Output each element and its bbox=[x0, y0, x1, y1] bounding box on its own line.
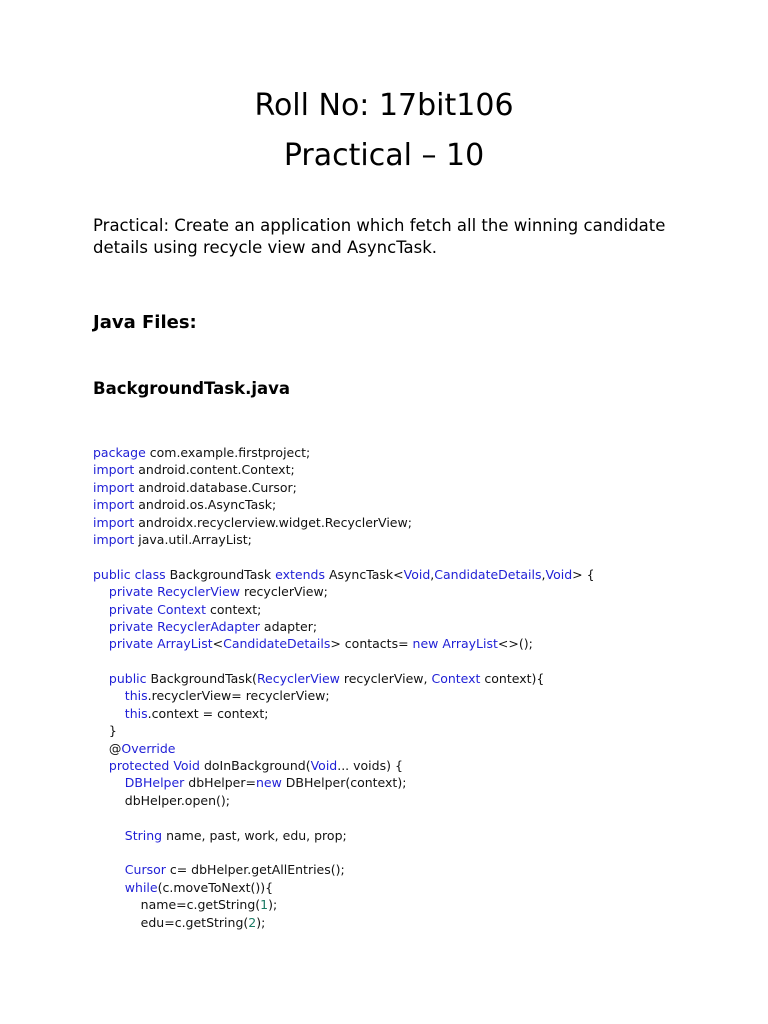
code-text: .context = context; bbox=[147, 705, 269, 721]
code-text: doInBackground( bbox=[199, 758, 311, 774]
code-line bbox=[93, 601, 733, 618]
code-line bbox=[93, 583, 733, 600]
code-text: DBHelper(context); bbox=[281, 775, 407, 791]
code-text: } bbox=[93, 723, 117, 739]
code-text: > contacts= bbox=[330, 636, 413, 652]
code-keyword: Void bbox=[403, 566, 431, 582]
practical-title: Practical – 10 bbox=[283, 138, 485, 173]
code-text bbox=[93, 688, 125, 703]
code-line bbox=[93, 444, 733, 461]
code-line bbox=[93, 774, 733, 791]
code-text: , bbox=[541, 566, 546, 582]
code-keyword: ArrayList bbox=[157, 636, 213, 652]
code-line bbox=[93, 514, 733, 531]
code-line bbox=[93, 757, 733, 774]
code-text bbox=[93, 880, 125, 895]
code-text: java.util.ArrayList; bbox=[134, 531, 252, 547]
code-text: dbHelper.open(); bbox=[93, 792, 230, 808]
code-keyword: private bbox=[108, 618, 154, 634]
code-line bbox=[93, 653, 733, 670]
java-files-heading: Java Files: bbox=[93, 312, 197, 333]
code-keyword: Void bbox=[173, 758, 200, 774]
code-keyword: new bbox=[255, 775, 282, 791]
code-line bbox=[93, 670, 733, 687]
code-line bbox=[93, 566, 733, 583]
code-keyword: import bbox=[93, 514, 135, 530]
code-text: context){ bbox=[480, 671, 545, 687]
code-line bbox=[93, 705, 733, 722]
code-number: 2 bbox=[248, 914, 257, 930]
code-text: name=c.getString( bbox=[93, 897, 261, 913]
code-keyword: CandidateDetails bbox=[223, 636, 331, 652]
code-text bbox=[93, 619, 109, 634]
practical-description: Practical: Create an application which fetch all the winning candidate details using recycle view and AsyncTask. bbox=[93, 216, 666, 257]
code-keyword: import bbox=[93, 462, 135, 478]
code-text: android.content.Context; bbox=[134, 462, 295, 478]
code-text: android.os.AsyncTask; bbox=[134, 497, 277, 513]
code-keyword: private bbox=[108, 584, 154, 600]
code-text: c= dbHelper.getAllEntries(); bbox=[165, 862, 345, 878]
code-text bbox=[93, 758, 109, 773]
code-keyword: Void bbox=[545, 566, 573, 582]
code-keyword: public class bbox=[93, 566, 166, 582]
code-line bbox=[93, 914, 733, 931]
code-line bbox=[93, 722, 733, 739]
code-text: ); bbox=[256, 914, 266, 930]
code-line bbox=[93, 635, 733, 652]
code-keyword: public bbox=[108, 671, 147, 687]
code-keyword: ArrayList bbox=[442, 636, 498, 652]
code-text bbox=[93, 636, 109, 651]
code-line bbox=[93, 461, 733, 478]
file-name-heading: BackgroundTask.java bbox=[93, 379, 291, 398]
code-text: ... voids) { bbox=[337, 758, 403, 774]
code-keyword: DBHelper bbox=[124, 775, 185, 791]
code-text: android.database.Cursor; bbox=[134, 479, 297, 495]
code-keyword: Context bbox=[157, 601, 207, 617]
code-keyword: String bbox=[124, 827, 163, 843]
code-line bbox=[93, 740, 733, 757]
code-text: edu=c.getString( bbox=[93, 914, 249, 930]
code-keyword: this bbox=[124, 705, 148, 721]
code-text: recyclerView, bbox=[339, 671, 432, 687]
code-text: BackgroundTask bbox=[165, 566, 276, 582]
code-text: dbHelper= bbox=[184, 775, 256, 791]
code-text: .recyclerView= recyclerView; bbox=[147, 688, 330, 704]
code-line bbox=[93, 896, 733, 913]
code-line bbox=[93, 879, 733, 896]
code-keyword: import bbox=[93, 531, 135, 547]
code-line bbox=[93, 531, 733, 548]
roll-number-heading: Roll No: 17bit106 bbox=[254, 88, 514, 123]
code-keyword: Override bbox=[121, 740, 176, 756]
code-number: 1 bbox=[260, 897, 269, 913]
code-text: @ bbox=[93, 740, 122, 756]
code-line bbox=[93, 618, 733, 635]
code-line bbox=[93, 861, 733, 878]
code-keyword: protected bbox=[108, 758, 170, 774]
code-keyword: RecyclerAdapter bbox=[157, 618, 260, 634]
code-keyword: RecyclerView bbox=[256, 671, 340, 687]
code-text: ); bbox=[268, 897, 278, 913]
code-text: , bbox=[430, 566, 435, 582]
code-line bbox=[93, 479, 733, 496]
code-text bbox=[93, 775, 125, 790]
code-line bbox=[93, 687, 733, 704]
code-text: com.example.firstproject; bbox=[145, 445, 311, 460]
code-keyword: RecyclerView bbox=[157, 584, 241, 600]
code-text: <>(); bbox=[497, 636, 533, 652]
code-text: recyclerView; bbox=[240, 584, 328, 600]
code-keyword: CandidateDetails bbox=[434, 566, 542, 582]
code-text bbox=[93, 584, 109, 599]
code-text bbox=[93, 862, 125, 877]
code-text bbox=[93, 602, 109, 617]
code-text: context; bbox=[206, 601, 262, 617]
code-keyword: while bbox=[124, 879, 158, 895]
code-keyword: import bbox=[93, 479, 135, 495]
code-line bbox=[93, 809, 733, 826]
code-text: androidx.recyclerview.widget.RecyclerView; bbox=[134, 514, 412, 530]
code-line bbox=[93, 827, 733, 844]
code-keyword: new bbox=[412, 636, 439, 652]
code-keyword: Context bbox=[431, 671, 481, 687]
code-keyword: import bbox=[93, 497, 135, 513]
code-line bbox=[93, 548, 733, 565]
code-block bbox=[93, 444, 733, 931]
code-text: > { bbox=[572, 566, 595, 582]
code-keyword: Cursor bbox=[124, 862, 166, 878]
code-keyword: this bbox=[124, 688, 148, 704]
code-keyword: package bbox=[93, 445, 146, 460]
code-line bbox=[93, 792, 733, 809]
code-text: (c.moveToNext()){ bbox=[157, 879, 274, 895]
code-text: < bbox=[212, 636, 224, 652]
code-line bbox=[93, 496, 733, 513]
code-text: BackgroundTask( bbox=[146, 671, 257, 687]
code-text bbox=[93, 828, 125, 843]
code-keyword: Void bbox=[310, 758, 338, 774]
code-text bbox=[93, 671, 109, 686]
code-keyword: private bbox=[108, 636, 154, 652]
code-text: adapter; bbox=[259, 618, 318, 634]
code-keyword: private bbox=[108, 601, 154, 617]
code-line bbox=[93, 844, 733, 861]
code-keyword: extends bbox=[275, 566, 325, 582]
code-text bbox=[93, 706, 125, 721]
code-text: name, past, work, edu, prop; bbox=[162, 827, 347, 843]
code-text: AsyncTask< bbox=[324, 566, 404, 582]
